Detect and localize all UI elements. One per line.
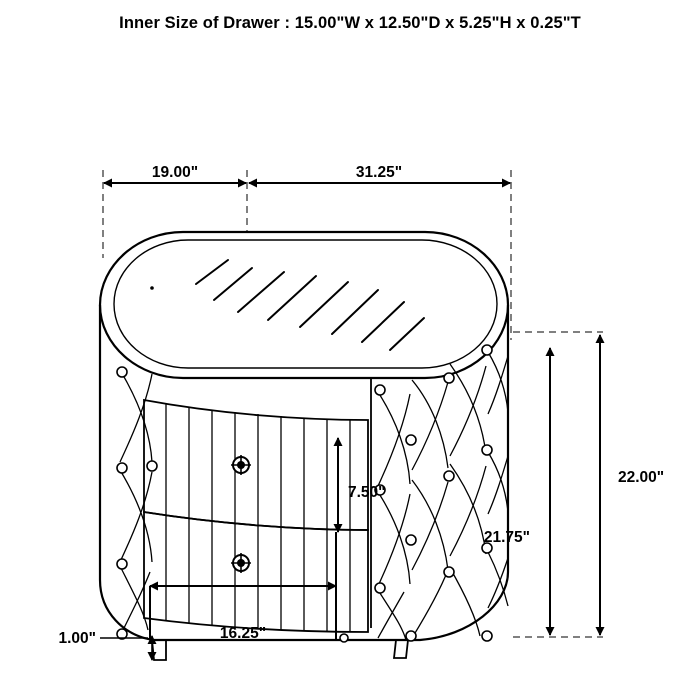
- dim-total-height: 22.00": [618, 469, 665, 486]
- dim-top-right-width: 31.25": [355, 164, 403, 181]
- top-surface-dot: [150, 286, 154, 290]
- drawer-upper-knob[interactable]: [231, 455, 251, 475]
- page-title: Inner Size of Drawer : 15.00"W x 12.50"D x 5.25"H x 0.25"T: [119, 14, 581, 32]
- dim-leg-height: 1.00": [58, 630, 96, 647]
- dim-drawer-width: 16.25": [219, 625, 267, 642]
- dim-drawer-height: 7.50": [348, 484, 386, 501]
- cabinet-legs: [152, 640, 408, 660]
- dim-top-left-width: 19.00": [151, 164, 199, 181]
- cabinet-top-surface: [100, 232, 508, 378]
- dim-body-height: 21.75": [483, 529, 530, 546]
